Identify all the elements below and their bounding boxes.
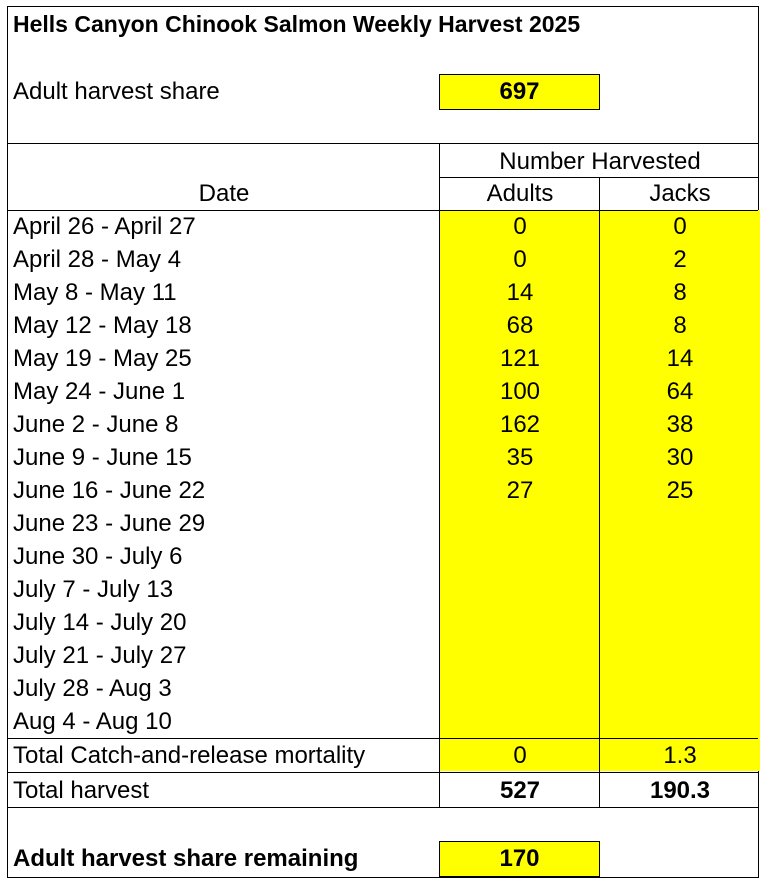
harvest-sheet [7,6,759,878]
adult-harvest-remaining-label: Adult harvest share remaining [13,845,359,872]
table-row [8,474,760,507]
total-harvest-adults: 527 [499,777,541,804]
table-row [8,573,760,606]
row-date: June 9 - June 15 [13,444,192,471]
row-date: July 14 - July 20 [13,609,187,636]
row-adults: 0 [513,246,527,273]
table-row [8,606,760,639]
table-row [8,210,760,243]
table-row [8,705,760,738]
catch-release-adults: 0 [513,742,527,769]
catch-release-row [8,739,760,772]
table-row [8,507,760,540]
catch-release-jacks: 1.3 [663,742,697,769]
table-row [8,672,760,705]
row-adults: 14 [506,279,534,306]
table-row [8,540,760,573]
row-jacks: 0 [673,213,687,240]
jacks-header: Jacks [649,180,711,207]
row-date: June 2 - June 8 [13,411,179,438]
table-row [8,309,760,342]
row-jacks: 25 [666,477,694,504]
row-adults: 35 [506,444,534,471]
total-harvest-label: Total harvest [13,777,150,804]
section-divider [8,143,758,144]
adult-harvest-remaining-value: 170 [439,841,600,877]
table-row [8,408,760,441]
row-date: June 30 - July 6 [13,543,183,570]
row-adults: 0 [513,213,527,240]
row-adults: 68 [506,312,534,339]
row-jacks: 8 [673,312,687,339]
row-jacks: 2 [673,246,687,273]
row-jacks: 30 [666,444,694,471]
row-date: May 8 - May 11 [13,279,177,306]
table-row [8,441,760,474]
row-date: May 12 - May 18 [13,312,192,339]
row-date: June 23 - June 29 [13,510,206,537]
row-date: July 7 - July 13 [13,576,174,603]
row-adults: 162 [499,411,541,438]
adults-header: Adults [486,180,554,207]
row-date: July 21 - July 27 [13,642,187,669]
row-date: May 24 - June 1 [13,378,186,405]
row-jacks: 14 [666,345,694,372]
row-jacks: 64 [666,378,694,405]
table-row [8,243,760,276]
row-date: Aug 4 - Aug 10 [13,708,172,735]
row-date: April 28 - May 4 [13,246,182,273]
row-adults: 121 [499,345,541,372]
row-date: May 19 - May 25 [13,345,192,372]
table-row [8,639,760,672]
row-jacks: 38 [666,411,694,438]
number-harvested-header: Number Harvested [499,148,701,175]
adult-harvest-share-value: 697 [439,74,600,110]
row-adults: 27 [506,477,534,504]
sheet-title: Hells Canyon Chinook Salmon Weekly Harvest 2025 [13,11,581,37]
date-header: Date [198,180,250,207]
row-adults: 100 [499,378,541,405]
table-row [8,375,760,408]
table-row [8,342,760,375]
total-harvest-jacks: 190.3 [649,777,711,804]
row-jacks: 8 [673,279,687,306]
total-bottom-line [8,807,758,808]
row-date: June 16 - June 22 [13,477,206,504]
catch-release-label: Total Catch-and-release mortality [13,742,366,769]
row-date: April 26 - April 27 [13,213,196,240]
table-row [8,276,760,309]
adult-harvest-share-label: Adult harvest share [13,78,220,105]
total-harvest-row [8,774,760,807]
row-date: July 28 - Aug 3 [13,675,172,702]
total-top-line [8,772,758,773]
